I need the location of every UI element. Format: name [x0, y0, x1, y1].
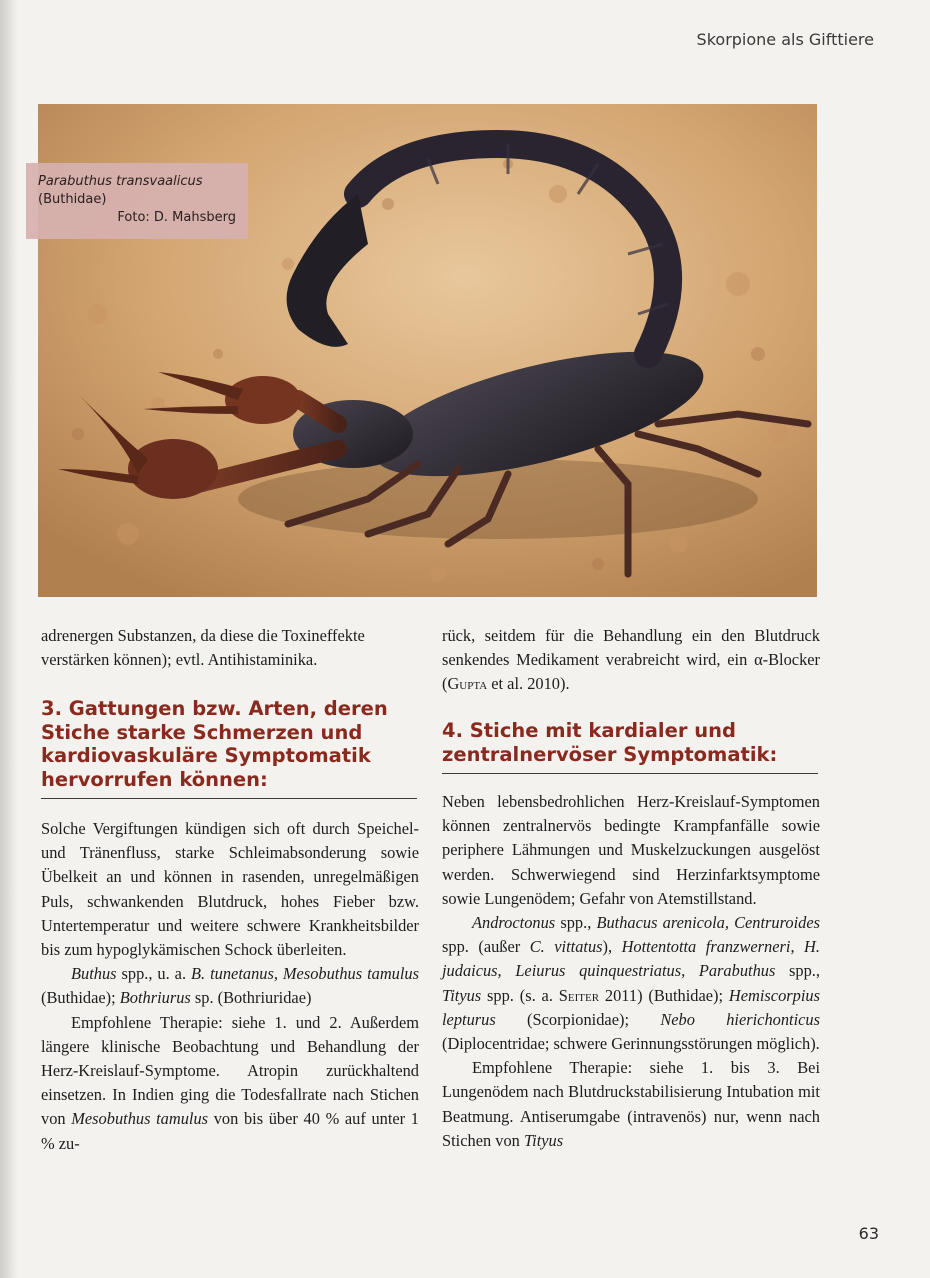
figure-caption [26, 163, 248, 239]
right-column-top [442, 624, 820, 697]
left-column-top [41, 624, 419, 672]
left-section-heading-wrap [41, 697, 417, 799]
right-paragraph-2: Androctonus spp., Buthacus arenicola, Centruroides spp. (außer C. vittatus), Hottentotta franzwerneri, H. judaicus, Leiurus quinquestriatus, Parabuthus spp., Tityus spp. (s. a. Seiter 2011) (Buthidae); Hemiscorpius lepturus (Scorpionidae); Nebo hierichonticus (Diplocentridae; schwere Gerinnungsstörungen möglich). [442, 913, 820, 1054]
right-section-heading-wrap [442, 719, 818, 774]
left-paragraph-3: Empfohlene Therapie: siehe 1. und 2. Außerdem längere klinische Beobachtung und Behandlung der Herz-Kreislauf-Symptome. Atropin zurückhaltend einsetzen. In Indien ging die Todesfallrate nach Stichen von Mesobuthus tamulus von bis über 40 % auf unter 1 % zu- [41, 1012, 419, 1153]
right-intro-paragraph: rück, seitdem für die Behandlung ein den Blutdruck senkendes Medikament verabreicht wird, ein α-Blocker (Gupta et al. 2010). [442, 626, 820, 694]
section-heading-3: 3. Gattungen bzw. Arten, deren Stiche starke Schmerzen und kardiovaskuläre Symptomatik hervorrufen können: [41, 697, 417, 799]
left-intro-paragraph: adrenergen Substanzen, da diese die Toxineffekte verstärken können); evtl. Antihistaminika. [41, 626, 365, 670]
page-number: 63 [858, 1224, 879, 1243]
right-paragraph-1: Neben lebensbedrohlichen Herz-Kreislauf-Symptomen können zentralnervös bedingte Krampfanfälle sowie periphere Lähmungen und Muskelzuckungen ausgelöst werden. Schwerwiegend sind Herzinfarktsymptome sowie Lungenödem; Gefahr von Atemstillstand. [442, 792, 820, 908]
caption-species: Parabuthus transvaalicus [38, 174, 203, 189]
caption-credit: Foto: D. Mahsberg [117, 210, 236, 225]
left-paragraph-2: Buthus spp., u. a. B. tunetanus, Mesobuthus tamulus (Buthidae); Bothriurus sp. (Bothriuridae) [41, 964, 419, 1008]
left-paragraph-1: Solche Vergiftungen kündigen sich oft durch Speichel- und Tränenfluss, starke Schleimabsonderung sowie Übelkeit an und können in rasenden, unregelmäßigen Puls, schwankenden Blutdruck, hohes Fieber bzw. Untertemperatur und weitere schwere Krankheitsbilder bis zum hypoglykämischen Schock überleiten. [41, 819, 419, 960]
right-paragraph-3: Empfohlene Therapie: siehe 1. bis 3. Bei Lungenödem nach Blutdruckstabilisierung Intubation mit Beatmung. Antiserumgabe (intravenös) nur, wenn nach Stichen von Tityus [442, 1058, 820, 1150]
left-column-body [41, 817, 419, 1156]
caption-family: (Buthidae) [38, 192, 107, 207]
running-header: Skorpione als Gifttiere [696, 30, 874, 49]
section-heading-4: 4. Stiche mit kardialer und zentralnervöser Symptomatik: [442, 719, 818, 774]
page-gutter-shadow [0, 0, 18, 1278]
right-column-body [442, 790, 820, 1153]
